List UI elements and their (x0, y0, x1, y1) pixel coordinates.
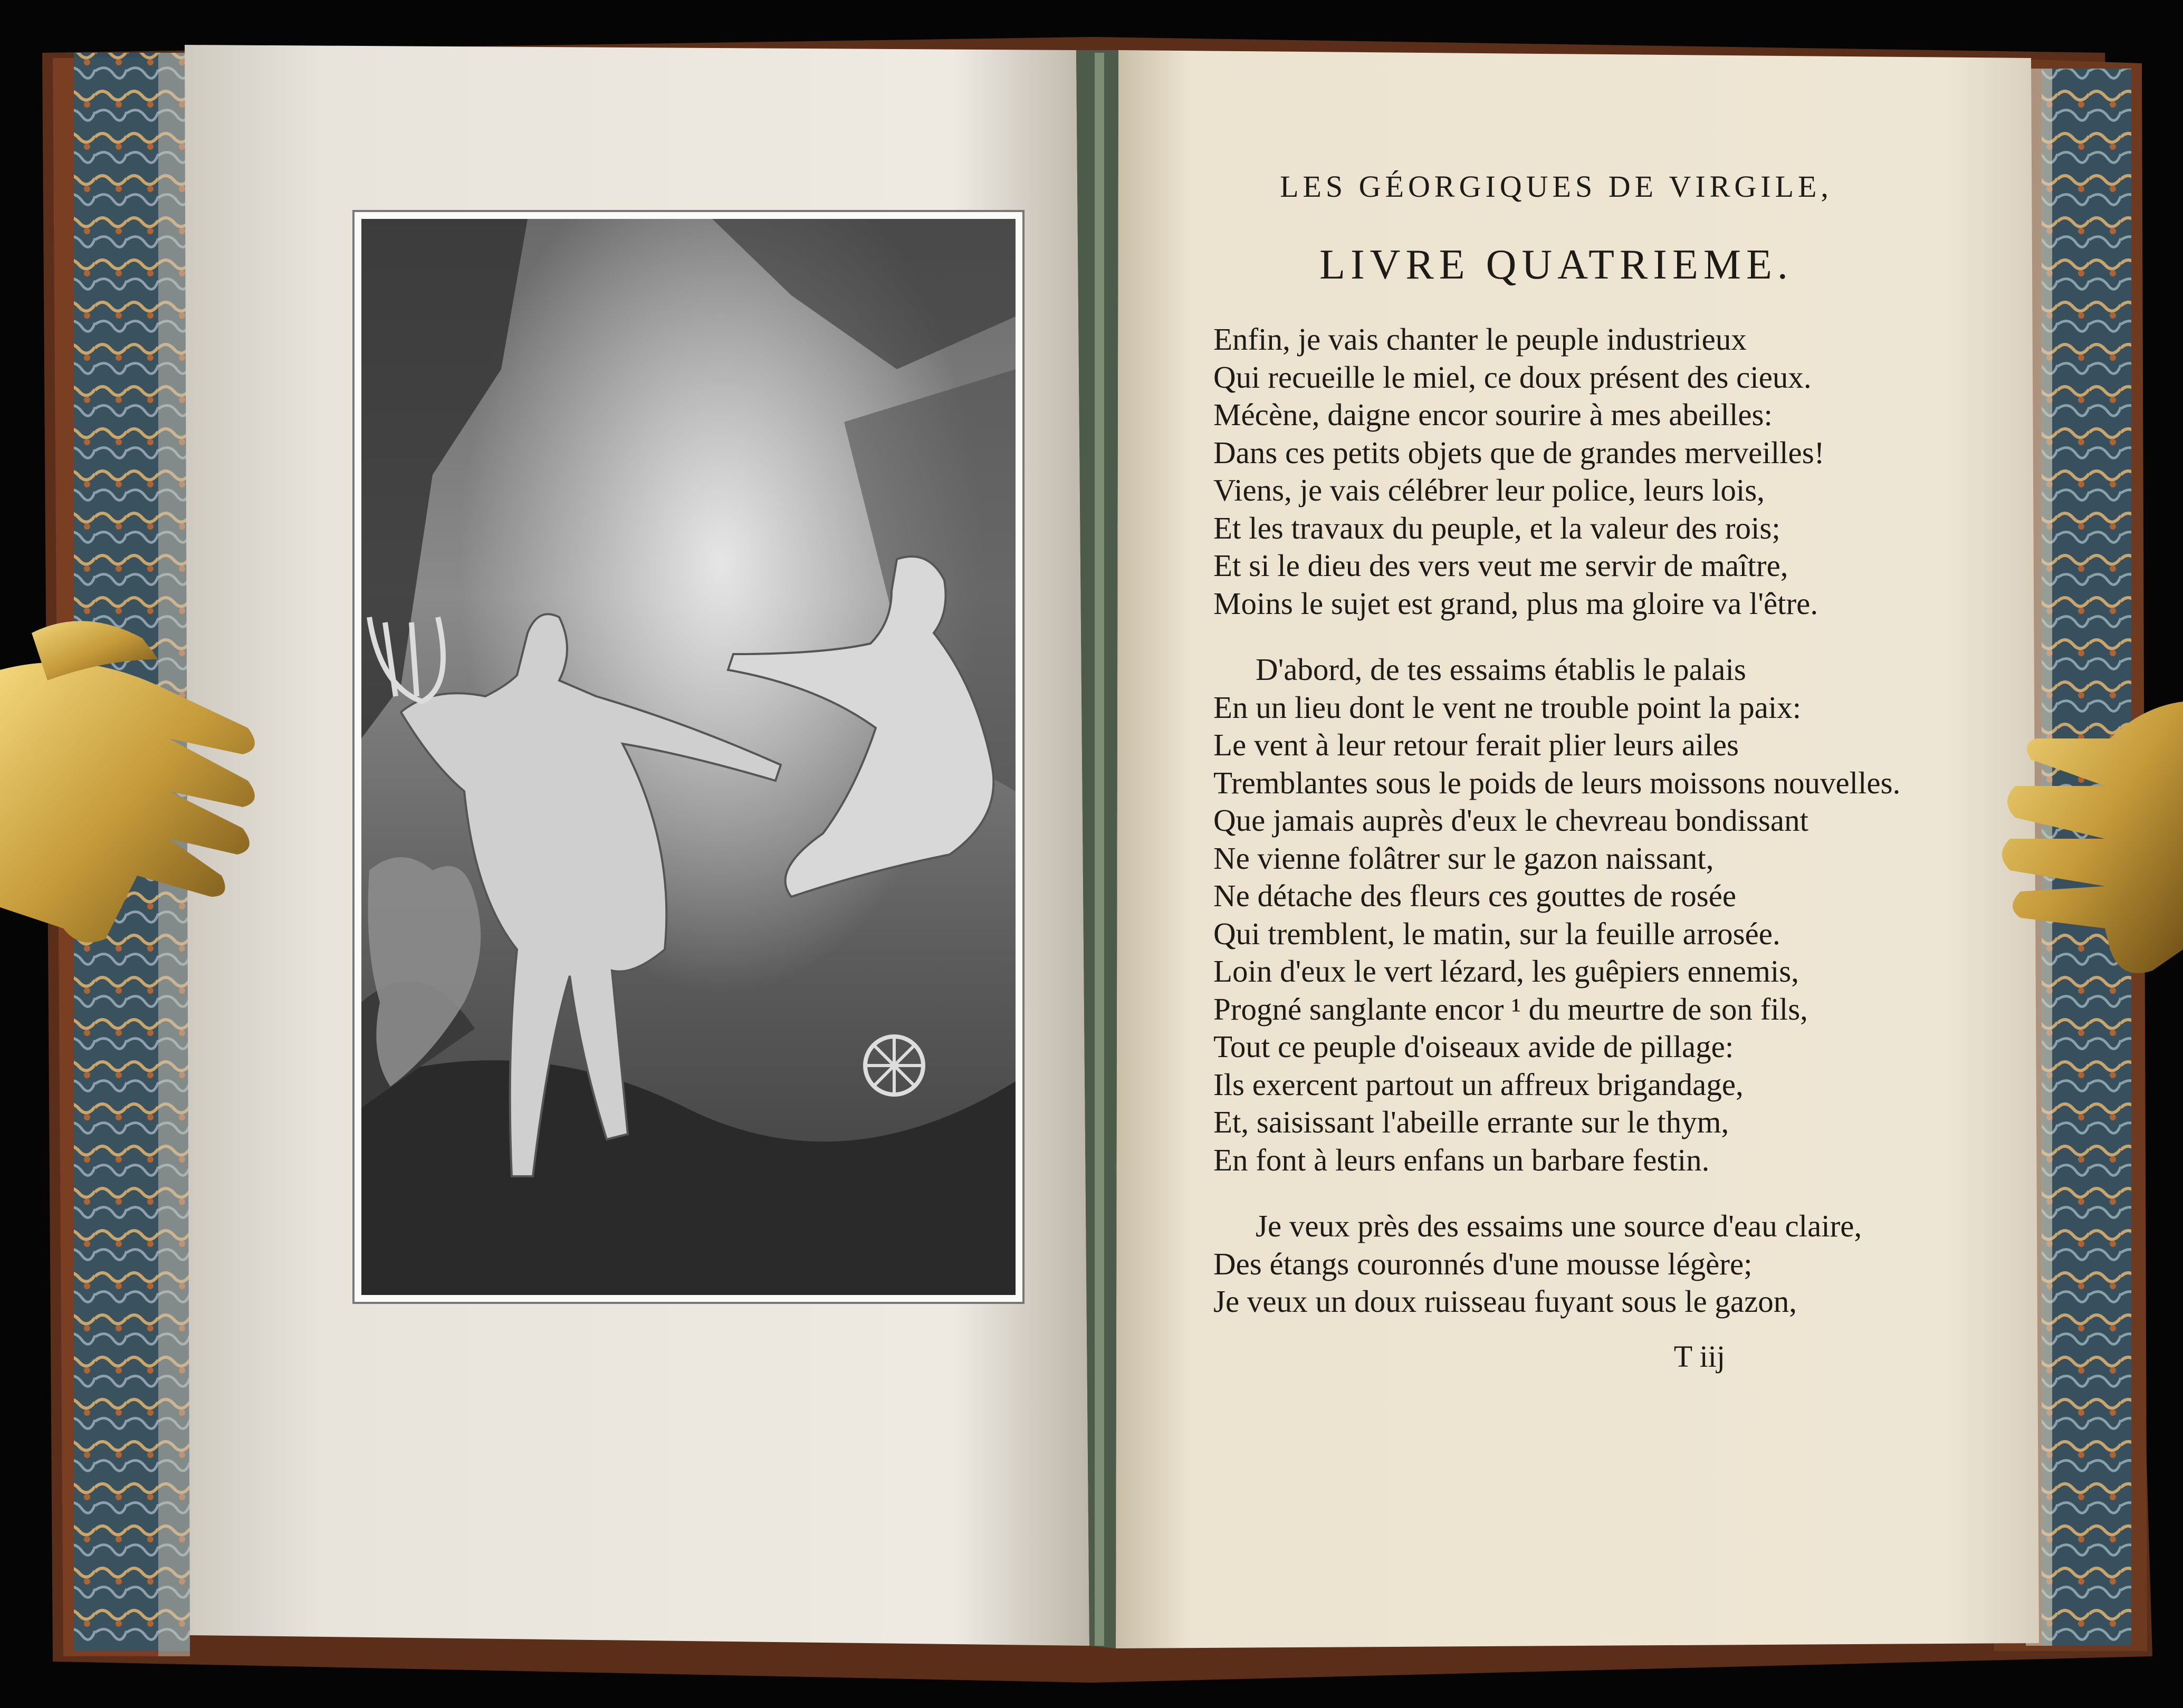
verse-line: Je veux près des essaims une source d'eau claire, (1256, 1208, 1862, 1243)
verse-line: Tremblantes sous le poids de leurs moissons nouvelles. (1213, 765, 1901, 800)
verse-line: Viens, je vais célébrer leur police, leurs lois, (1213, 473, 1765, 507)
verse-line: Et si le dieu des vers veut me servir de maître, (1213, 548, 1788, 583)
verse-line: Et les travaux du peuple, et la valeur des rois; (1213, 510, 1780, 545)
verse-line: Loin d'eux le vert lézard, les guêpiers ennemis, (1213, 954, 1799, 989)
verse-line: Ils exercent partout un affreux brigandage, (1213, 1067, 1744, 1102)
stanza-2 (1213, 651, 1899, 1179)
verse-line: Mécène, daigne encor sourire à mes abeilles: (1213, 397, 1773, 432)
wheel-icon (865, 1037, 923, 1095)
right-page-text (1213, 169, 1899, 1374)
verse-line: Progné sanglante encor ¹ du meurtre de son fils, (1213, 991, 1808, 1026)
page-signature: T iij (1673, 1339, 1725, 1374)
verse-line: En font à leurs enfans un barbare festin. (1213, 1142, 1710, 1177)
verse-line: Enfin, je vais chanter le peuple industrieux (1213, 322, 1747, 357)
verse-line: Le vent à leur retour ferait plier leurs ailes (1213, 727, 1739, 762)
verse-line: Tout ce peuple d'oiseaux avide de pillage: (1213, 1029, 1734, 1064)
running-head: LES GÉORGIQUES DE VIRGILE, (1280, 169, 1833, 204)
verse-line: Moins le sujet est grand, plus ma gloire va l'être. (1213, 586, 1818, 621)
engraving-plate (353, 211, 1023, 1303)
verse-line: Et, saisissant l'abeille errante sur le thym, (1213, 1105, 1729, 1139)
verse-line: Qui recueille le miel, ce doux présent des cieux. (1213, 359, 1812, 395)
verse-line: En un lieu dont le vent ne trouble point la paix: (1213, 689, 1802, 725)
stanza-1 (1213, 321, 1899, 622)
book-title: LIVRE QUATRIEME. (1319, 242, 1793, 288)
verse-line: Dans ces petits objets que de grandes merveilles! (1213, 435, 1825, 470)
verse-line: D'abord, de tes essaims établis le palais (1256, 652, 1746, 687)
verse-line: Qui tremblent, le matin, sur la feuille arrosée. (1213, 916, 1780, 951)
verse-line: Ne vienne folâtrer sur le gazon naissant, (1213, 840, 1714, 876)
verse-line: Je veux un doux ruisseau fuyant sous le gazon, (1213, 1284, 1797, 1319)
verse-line: Que jamais auprès d'eux le chevreau bondissant (1213, 803, 1808, 838)
stanza-3 (1213, 1207, 1899, 1321)
verse-line: Des étangs couronnés d'une mousse légère; (1213, 1246, 1753, 1281)
verse-line: Ne détache des fleurs ces gouttes de rosée (1213, 878, 1737, 913)
